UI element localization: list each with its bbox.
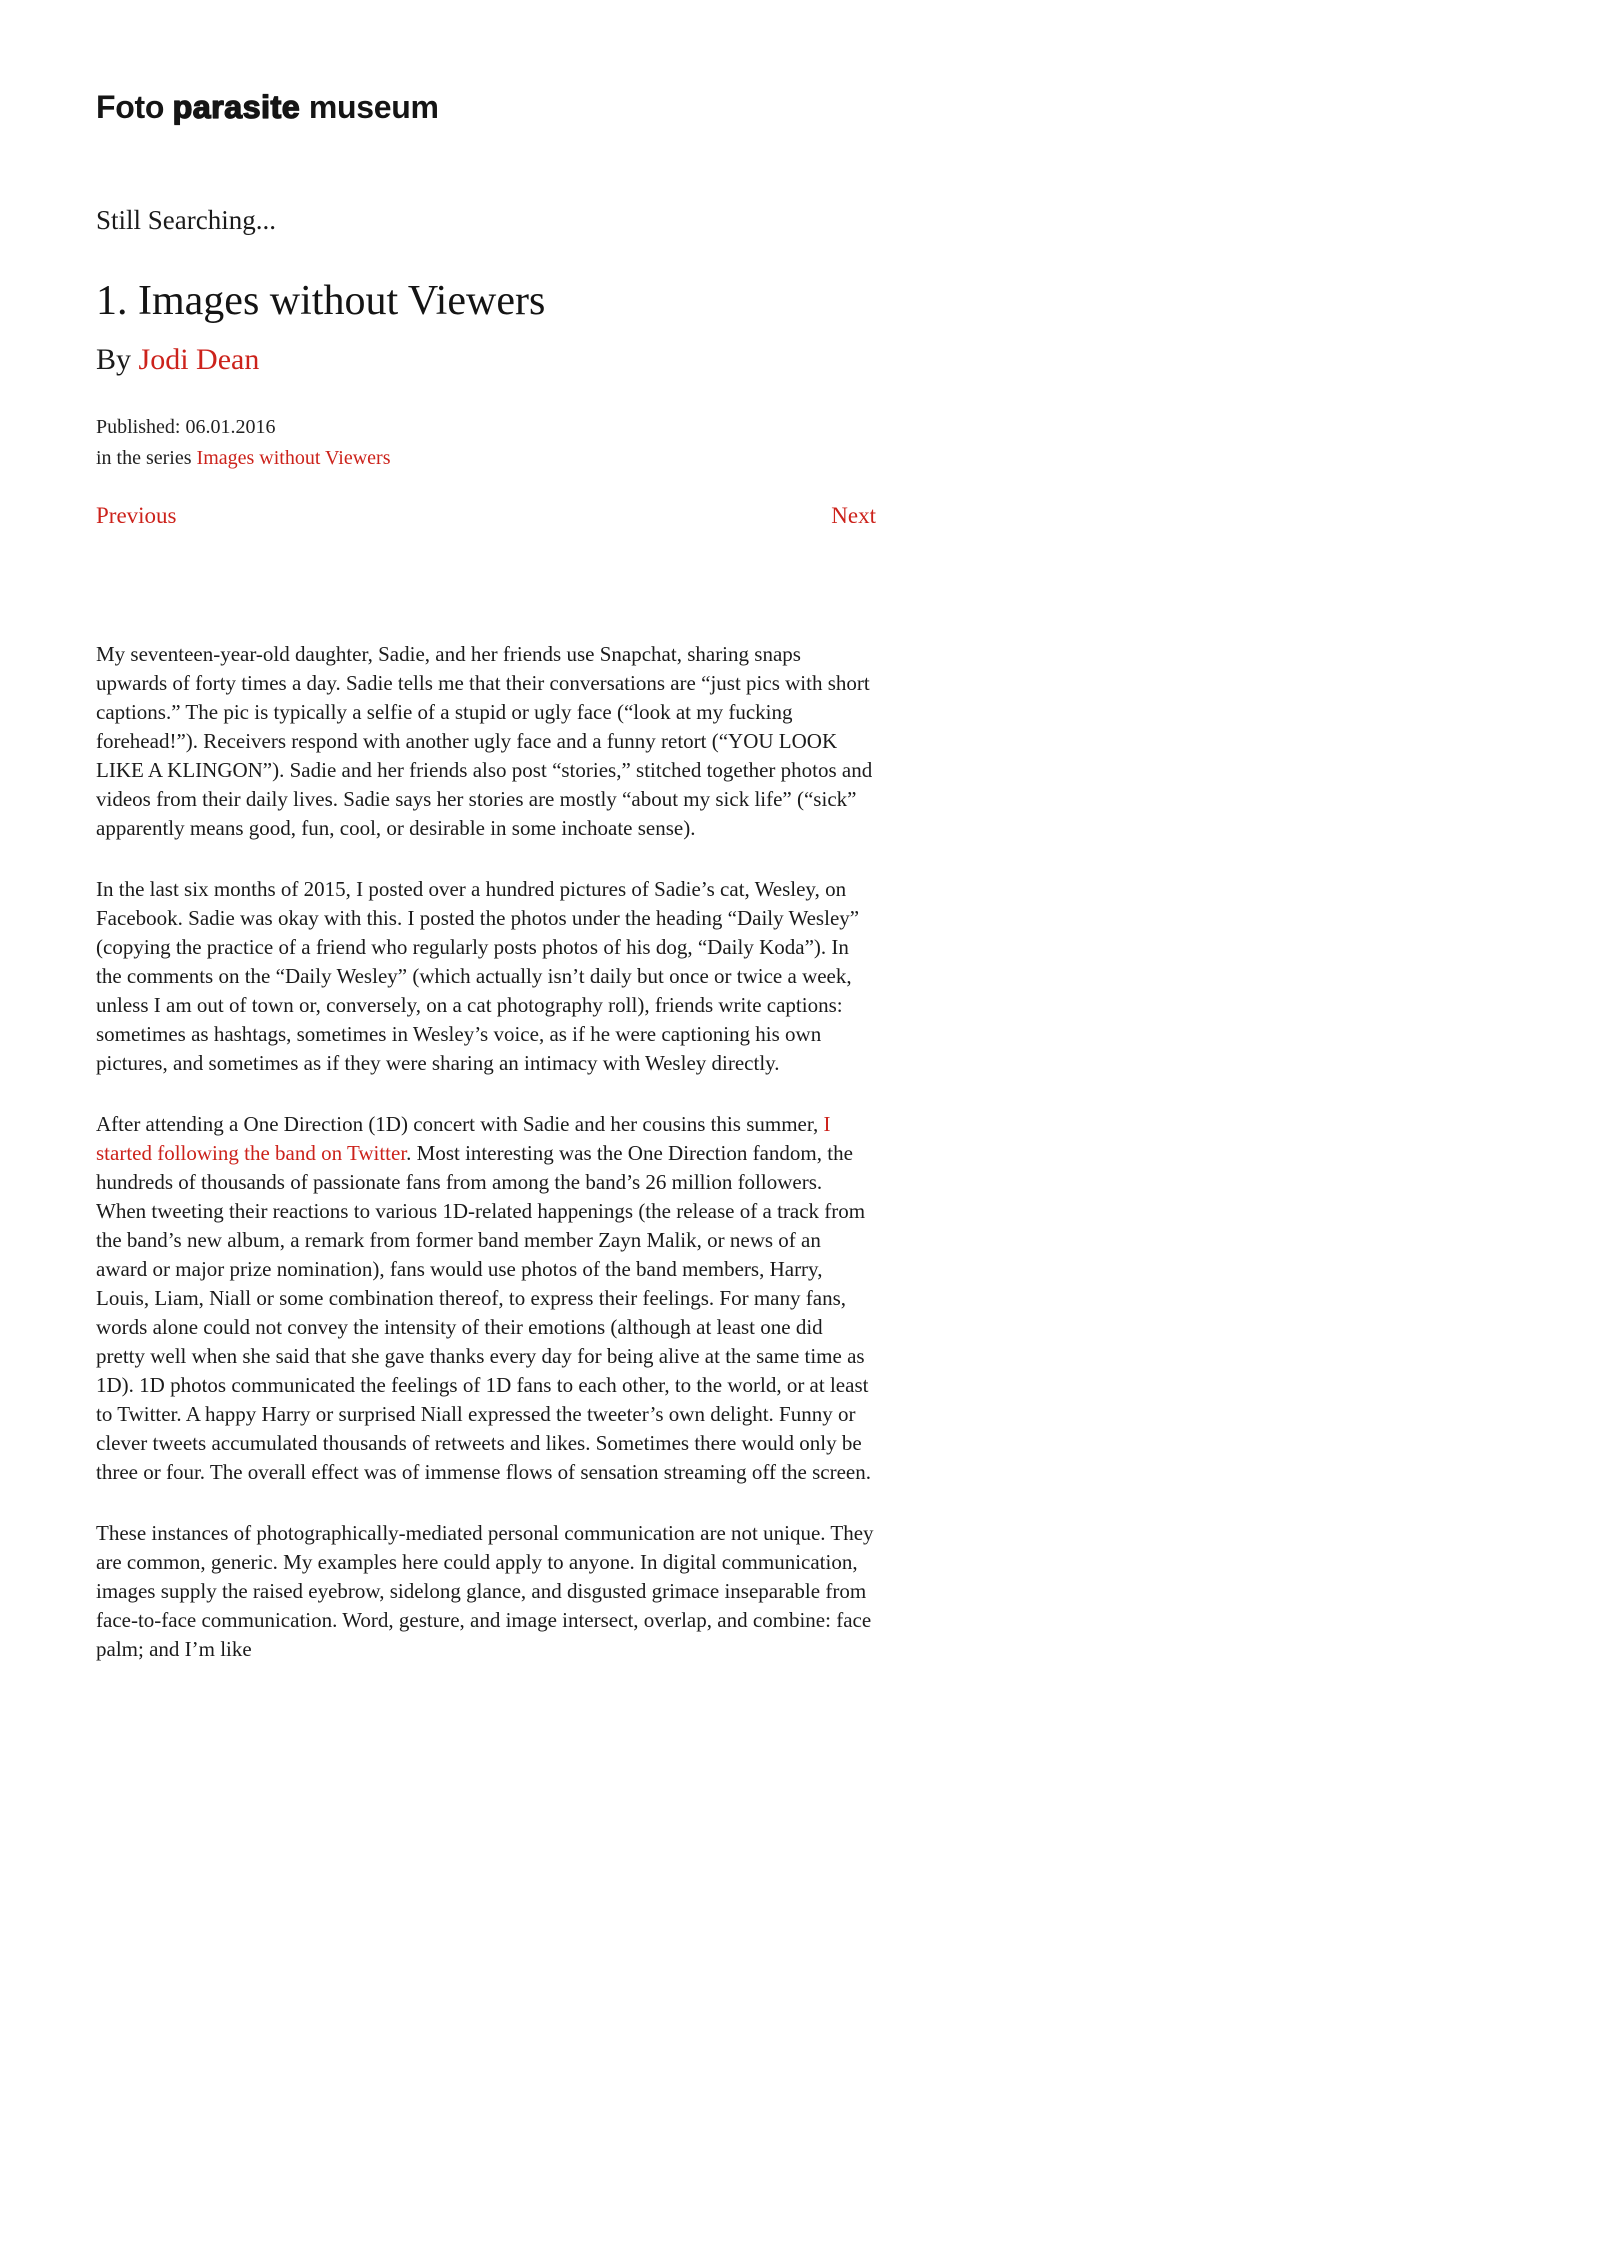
paragraph-3-text-after: . Most interesting was the One Direction fandom, the hundreds of thousands of passionate fans from among the band’s 26 million followers. When tweeting their reactions to various 1D-related happenings (the release of a track from the band’s new album, a remark from former band member Zayn Malik, or news of an award or major prize nomination), fans would use photos of the band members, Harry, Louis, Liam, Niall or some combination thereof, to express their feelings. For many fans, words alone could not convey the intensity of their emotions (although at least one did pretty well when she said that she gave thanks every day for being alive at the same time as 1D). 1D photos communicated the feelings of 1D fans to each other, to the world, or at least to Twitter. A happy Harry or surprised Niall expressed the tweeter’s own delight. Funny or clever tweets accumulated thousands of retweets and likes. Sometimes there would only be three or four. The overall effect was of immense flows of sensation streaming off the screen. (96, 1141, 872, 1484)
twitter-follow-link[interactable]: I started following the band on Twitter (96, 1112, 831, 1165)
next-link[interactable]: Next (831, 503, 876, 528)
published-label: Published: (96, 416, 186, 438)
paragraph-4: These instances of photographically-mediated personal communication are not unique. They are common, generic. My examples here could apply to anyone. In digital communication, images supply the raised eyebrow, sidelong glance, and disgusted grimace inseparable from face-to-face communication. Word, gesture, and image intersect, overlap, and combine: face palm; and I’m like (96, 1521, 874, 1661)
logo-word-parasite: parasite (172, 89, 301, 125)
publication-meta (96, 412, 876, 474)
site-header (96, 0, 876, 124)
article-body (96, 640, 876, 1664)
logo-word-museum: museum (308, 89, 439, 125)
paragraph-3-text-before: After attending a One Direction (1D) concert with Sadie and her cousins this summer, (96, 1112, 824, 1136)
previous-link[interactable]: Previous (96, 503, 177, 528)
series-link[interactable]: Images without Viewers (196, 447, 391, 469)
blog-series-kicker: Still Searching... (96, 205, 276, 235)
paragraph-1: My seventeen-year-old daughter, Sadie, and her friends use Snapchat, sharing snaps upwards of forty times a day. Sadie tells me that their conversations are “just pics with short captions.” The pic is typically a selfie of a stupid or ugly face (“look at my fucking forehead!”). Receivers respond with another ugly face and a funny retort (“YOU LOOK LIKE A KLINGON”). Sadie and her friends also post “stories,” stitched together photos and videos from their daily lives. Sadie says her stories are mostly “about my sick life” (“sick” apparently means good, fun, cool, or desirable in some inchoate sense). (96, 642, 873, 840)
logo-word-foto: Foto (96, 89, 165, 125)
site-logo[interactable] (96, 0, 876, 124)
author-link[interactable]: Jodi Dean (138, 343, 260, 376)
series-prefix: in the series (96, 447, 197, 469)
byline-prefix: By (96, 343, 139, 376)
article-pagination (96, 502, 876, 530)
published-line (96, 412, 876, 443)
published-date: 06.01.2016 (185, 416, 276, 438)
byline (96, 342, 876, 378)
article-title: 1. Images without Viewers (96, 278, 546, 324)
series-line (96, 443, 876, 474)
paragraph-3 (96, 1110, 876, 1487)
paragraph-2: In the last six months of 2015, I posted over a hundred pictures of Sadie’s cat, Wesley, on Facebook. Sadie was okay with this. I posted the photos under the heading “Daily Wesley” (copying the practice of a friend who regularly posts photos of his dog, “Daily Koda”). In the comments on the “Daily Wesley” (which actually isn’t daily but once or twice a week, unless I am out of town or, conversely, on a cat photography roll), friends write captions: sometimes as hashtags, sometimes in Wesley’s voice, as if he were captioning his own pictures, and sometimes as if they were sharing an intimacy with Wesley directly. (96, 877, 860, 1075)
